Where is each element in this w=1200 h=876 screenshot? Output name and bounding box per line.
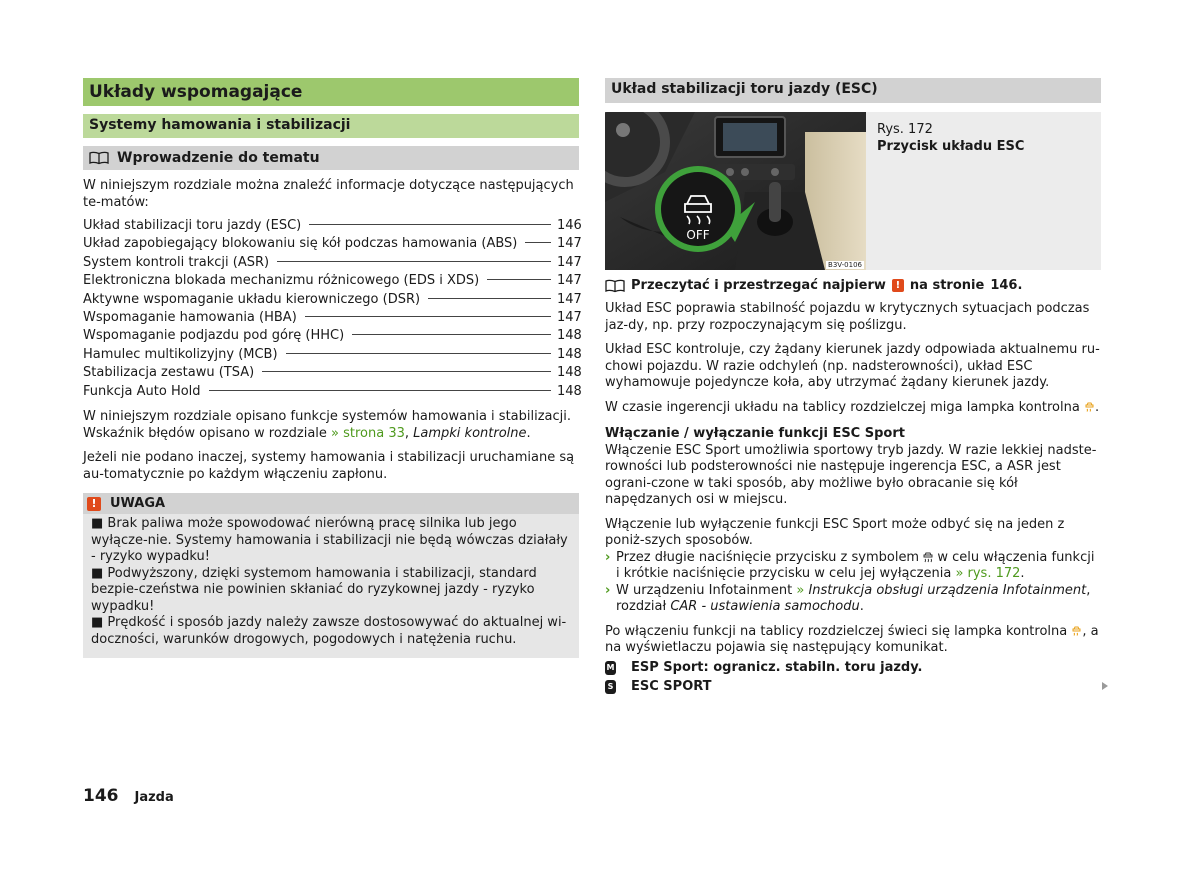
figure-link[interactable]: » rys. 172 [955,566,1021,581]
manual-title: Instrukcja obsługi urządzenia Infotainment [808,582,1087,598]
warning-item: ■ Brak paliwa może spowodować nierówną pracę silnika lub jego wyłącze-nie. Systemy hamowania i stabilizacji nie będą wówczas działały - ryzyko wypadku! [91,516,568,565]
intro-heading-label: Wprowadzenie do tematu [117,150,320,166]
toc-entry-page: 146 [557,218,582,233]
esc-paragraph-4-text: Po włączeniu funkcji na tablicy rozdzielczej świeci się lampka kontrolna [605,623,1068,639]
toc-entry[interactable] [83,217,582,235]
esc-paragraph-2: Układ ESC kontroluje, czy żądany kierunek jazdy odpowiada aktualnemu ru-chowi pojazdu. W razie odchyleń (np. nadsterowności), układ ESC wyhamowuje pojedyncze koła, aby utrzymać żądany kierunek jazdy. [605,342,1100,390]
page-footer [83,786,174,806]
bullet-text-c: . [859,599,864,614]
description-em: Lampki kontrolne [413,425,527,441]
esc-paragraph-4-end: , a na wyświetlaczu pojawia się następujący komunikat. [605,623,1099,655]
esc-sport-text: Włączenie ESC Sport umożliwia sportowy tryb jazdy. W razie lekkiej nadste-rowności lub podsterowności nie następuje ingerencja ESC, a ASR jest ograni-czone w taki sposób, aby możliwe było obracanie się kół napędzanych osi w miejscu. [605,442,1097,507]
esc-paragraph-4 [605,624,1101,657]
book-icon [89,151,109,165]
left-column [83,78,582,658]
toc-entry-label: Wspomaganie podjazdu pod górę (HHC) [83,328,345,344]
toc-entry-page: 148 [557,328,582,344]
warning-icon: ! [892,279,904,292]
page-section: Jazda [134,790,174,805]
warning-icon: ! [87,497,101,511]
bullet-text-c: . [1020,566,1025,581]
toc-entry-label: Aktywne wspomaganie układu kierowniczego (DSR) [83,291,421,307]
toc-entry[interactable] [83,309,582,327]
toc-entry-page: 147 [557,236,582,252]
read-first-page[interactable]: 146. [990,278,1023,293]
toc-leader [262,371,551,372]
toc-leader [277,261,551,262]
toc-leader [209,390,551,391]
display-message-text: ESP Sport: ogranicz. stabiln. toru jazdy. [631,659,923,675]
table-of-contents [83,217,582,401]
esc-sport-heading: Włączanie / wyłączanie funkcji ESC Sport [605,426,905,441]
description-end: . [526,425,531,441]
toc-entry-label: Układ stabilizacji toru jazdy (ESC) [83,218,302,233]
toc-entry-label: Stabilizacja zestawu (TSA) [83,365,255,381]
toc-leader [305,316,551,317]
esc-paragraph-3-end: . [1094,399,1100,415]
read-first-note [605,278,1101,293]
off-label: OFF [686,228,710,242]
chevron-right-icon: › [605,549,611,565]
next-page-arrow-icon[interactable] [1102,682,1108,690]
warning-item: ■ Podwyższony, dzięki systemom hamowania i stabilizacji, standard bezpie-czeństwa nie powinien skłaniać do ryzykownej jazdy - ryzyko wypadku! [91,565,537,614]
toc-entry-page: 148 [557,365,582,381]
figure-title: Przycisk układu ESC [877,138,1025,154]
read-first-text: Przeczytać i przestrzegać najpierw [631,278,886,293]
description-sep: , [404,425,414,441]
bullet-text-b: w celu włączenia funkcji i krótkie naciśnięcie przycisku w celu jej wyłączenia [616,549,1095,581]
toc-leader [286,353,551,354]
page-link[interactable]: » strona 33 [331,425,405,441]
description-paragraph [83,409,579,442]
segment-display-icon: S [605,680,616,694]
manual-link[interactable]: » [796,582,805,598]
intro-text: W niniejszym rozdziale można znaleźć informacje dotyczące następujących te-matów: [83,178,574,210]
esc-section-title: Układ stabilizacji toru jazdy (ESC) [605,78,1101,103]
book-icon [605,279,625,293]
warning-title: UWAGA [110,496,166,512]
toc-entry-label: System kontroli trakcji (ASR) [83,254,270,270]
bullet-text-b: , rozdział [616,582,1091,614]
toc-leader [525,242,551,243]
auto-start-paragraph: Jeżeli nie podano inaczej, systemy hamowania i stabilizacji uruchamiane są au-tomatycznie po każdym włączeniu zapłonu. [83,450,575,482]
toc-entry[interactable] [83,346,582,364]
chevron-right-icon: › [605,582,611,598]
esc-sport-lamp-icon [1071,625,1082,636]
display-message [605,660,1101,676]
toc-entry[interactable] [83,364,582,382]
toc-leader [309,224,551,225]
bullet-item [605,583,1101,616]
toc-entry[interactable] [83,291,582,309]
display-message [605,679,1101,695]
esc-paragraph-3-text: W czasie ingerencji układu na tablicy rozdzielczej miga lampka kontrolna [605,399,1080,415]
bullet-text-a: Przez długie naciśnięcie przycisku z symbolem [616,549,920,565]
intro-heading [83,146,579,170]
toc-entry[interactable] [83,383,582,401]
toc-entry-page: 147 [557,273,582,289]
figure-number: Rys. 172 [877,122,933,137]
warning-box [83,493,579,658]
description-text: W niniejszym rozdziale opisano funkcje systemów hamowania i stabilizacji. Wskaźnik błędów opisano w rozdziale [83,409,572,441]
toc-entry-label: Funkcja Auto Hold [83,383,201,399]
page-number: 146 [83,786,119,806]
bullet-item [605,550,1101,583]
figure-code: B3V-0106 [828,261,862,269]
esc-paragraph-3 [605,400,1101,417]
esc-symbol-icon [923,551,933,563]
warning-header [83,493,579,514]
bullet-text [616,550,1101,583]
toc-entry-label: Hamulec multikolizyjny (MCB) [83,346,278,362]
bullet-text-a: W urządzeniu Infotainment [616,582,793,598]
display-message-text: ESC SPORT [631,678,712,694]
toc-entry-page: 148 [557,383,582,399]
esc-warning-lamp-icon [1084,401,1095,412]
figure-172 [605,112,1101,270]
warning-item: ■ Prędkość i sposób jazdy należy zawsze dostosowywać do aktualnej wi-doczności, warunków drogowych, pogodowych i natężenia ruchu. [91,615,567,647]
read-first-page-text: na stronie [909,278,985,293]
section-title: Systemy hamowania i stabilizacji [83,114,579,138]
toc-leader [487,279,551,280]
toc-leader [428,298,551,299]
toc-entry-page: 147 [557,291,582,307]
bullet-text [616,583,1101,616]
toc-entry[interactable] [83,272,582,290]
toc-entry-label: Wspomaganie hamowania (HBA) [83,310,297,326]
right-column [605,78,1101,695]
toc-entry-label: Elektroniczna blokada mechanizmu różnicowego (EDS i XDS) [83,273,480,289]
toc-leader [352,334,551,335]
toc-entry-page: 147 [557,254,582,270]
toc-entry[interactable] [83,327,582,345]
toc-entry[interactable] [83,235,582,253]
toc-entry-page: 147 [557,310,582,326]
warning-body [83,514,579,658]
dashboard-illustration [605,112,866,270]
maxi-dot-display-icon: M [605,661,616,675]
esc-sport-ways: Włączenie lub wyłączenie funkcji ESC Sport może odbyć się na jeden z poniż-szych sposobów. [605,516,1065,548]
chapter-title: Układy wspomagające [83,78,579,106]
chapter-title-ref: CAR - ustawienia samochodu [670,599,860,614]
figure-caption [877,122,1024,155]
esc-paragraph-1: Układ ESC poprawia stabilność pojazdu w krytycznych sytuacjach podczas jaz-dy, np. przy rozpoczynającym się poślizgu. [605,301,1090,333]
dashboard-photo [605,112,866,270]
toc-entry-page: 148 [557,346,582,362]
toc-entry-label: Układ zapobiegający blokowaniu się kół podczas hamowania (ABS) [83,236,518,252]
toc-entry[interactable] [83,254,582,272]
